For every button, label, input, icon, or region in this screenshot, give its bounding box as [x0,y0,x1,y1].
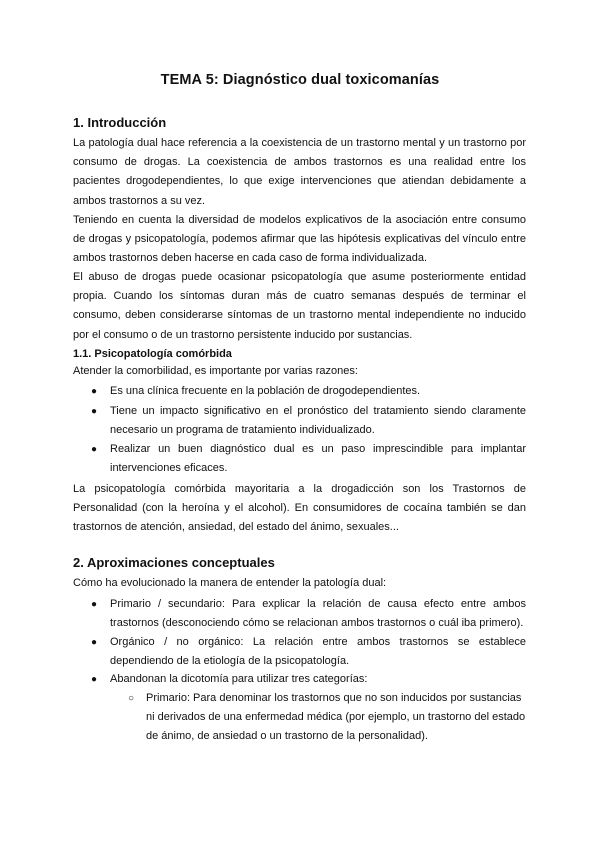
list-item: Es una clínica frecuente en la población de drogodependientes. [110,385,421,397]
bullet-icon: ● [91,386,98,397]
bullet-icon: ● [91,637,98,648]
section-heading-introduccion: 1. Introducción [73,115,167,130]
paragraph-1: La patología dual hace referencia a la coexistencia de un trastorno mental y un trastorno por consumo de drogas. La coexistencia de ambos trastornos es una realidad entre los pacientes drogodependientes, lo que exige intervenciones que atiendan debidamente a ambos trastornos a su vez. [73,137,526,207]
bullet-icon: ● [91,599,98,610]
paragraph-comorbilidad-intro: Atender la comorbilidad, es importante por varias razones: [73,365,358,377]
section-heading-aproximaciones: 2. Aproximaciones conceptuales [73,555,275,570]
bullet-icon: ● [91,444,98,455]
subsection-heading-psicopatologia: 1.1. Psicopatología comórbida [73,348,232,360]
list-item: Realizar un buen diagnóstico dual es un paso imprescindible para implantar intervenciones eficaces. [110,443,526,475]
list-item: Abandonan la dicotomía para utilizar tres categorías: [110,673,368,685]
paragraph-aproximaciones-intro: Cómo ha evolucionado la manera de entender la patología dual: [73,577,387,589]
sub-list-item: Primario: Para denominar los trastornos que no son inducidos por sustancias ni derivados de una enfermedad médica (por ejemplo, un trastorno del estado de ánimo, de ansiedad o un trastorno de la personalidad). [146,692,526,743]
bullet-icon: ● [91,406,98,417]
bullet-icon: ● [91,674,98,685]
paragraph-3: El abuso de drogas puede ocasionar psicopatología que asume posteriormente entidad propia. Cuando los síntomas duran más de cuatro semanas después de terminar el consumo, deben considerarse síntomas de un trastorno mental independiente no inducido por el consumo o de un trastorno persistente inducido por sustancias. [73,271,526,341]
list-item: Tiene un impacto significativo en el pronóstico del tratamiento siendo claramente necesario un programa de tratamiento individualizado. [110,405,526,437]
document-title: TEMA 5: Diagnóstico dual toxicomanías [160,72,440,88]
list-item: Primario / secundario: Para explicar la relación de causa efecto entre ambos trastornos (desconociendo cómo se relacionan ambos trastornos o cuál iba primero). [110,598,526,630]
sub-bullet-icon: ○ [128,693,135,704]
paragraph-comorbida: La psicopatología comórbida mayoritaria a la drogadicción son los Trastornos de Personalidad (con la heroína y el alcohol). En consumidores de cocaína también se dan trastornos de atención, ansiedad, del estado del ánimo, sexuales... [73,483,526,534]
paragraph-2: Teniendo en cuenta la diversidad de modelos explicativos de la asociación entre consumo de drogas y psicopatología, podemos afirmar que las hipótesis explicativas del vínculo entre ambos trastornos deben hacerse en cada caso de forma individualizada. [73,214,526,265]
list-item: Orgánico / no orgánico: La relación entre ambos trastornos se establece dependiendo de la etiología de la psicopatología. [110,636,526,668]
